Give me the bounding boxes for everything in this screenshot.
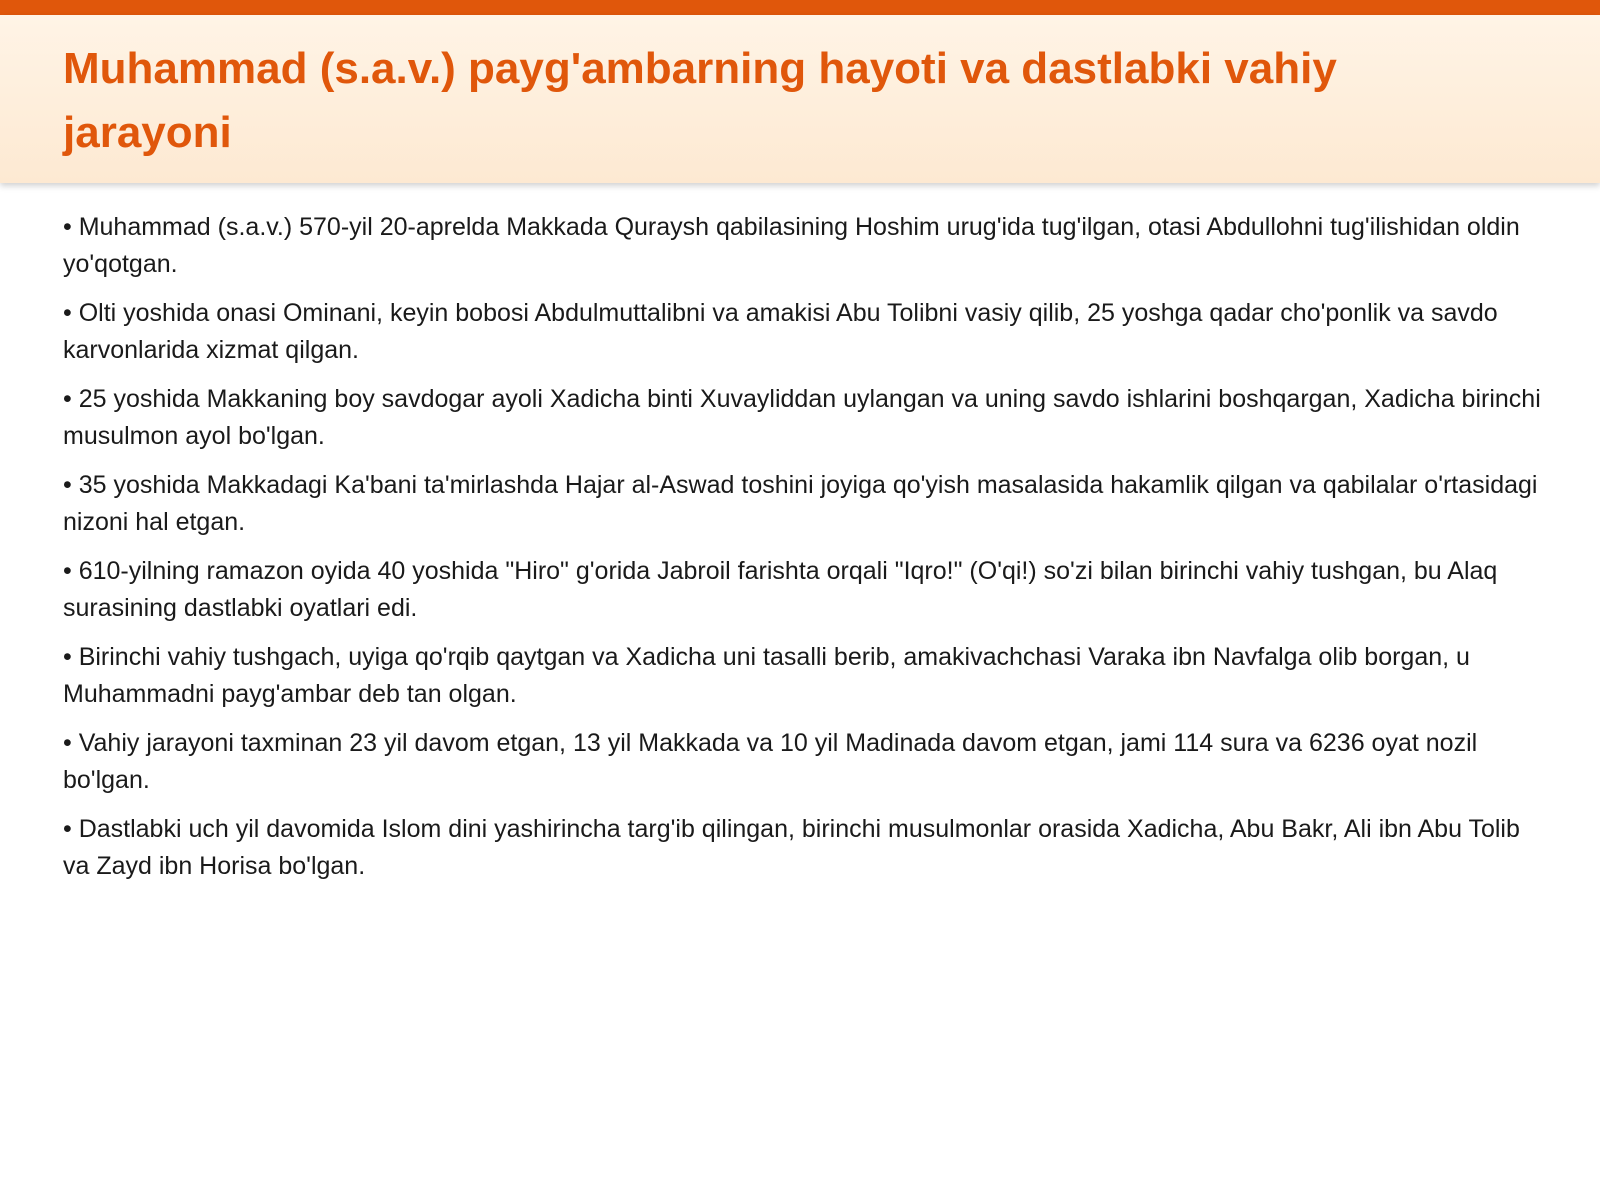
title-panel bbox=[0, 15, 1600, 183]
bullet-item: • Dastlabki uch yil davomida Islom dini yashirincha targ'ib qilingan, birinchi musulmonlar orasida Xadicha, Abu Bakr, Ali ibn Abu Tolib va Zayd ibn Horisa bo'lgan. bbox=[63, 815, 1520, 880]
slide-title: Muhammad (s.a.v.) payg'ambarning hayoti va dastlabki vahiy jarayoni bbox=[63, 44, 1337, 157]
bullet-item: • Olti yoshida onasi Ominani, keyin bobosi Abdulmuttalibni va amakisi Abu Tolibni vasiy qilib, 25 yoshga qadar cho'ponlik va savdo karvonlarida xizmat qilgan. bbox=[63, 299, 1498, 364]
top-accent-bar bbox=[0, 0, 1600, 15]
bullet-item: • 610-yilning ramazon oyida 40 yoshida "Hiro" g'orida Jabroil farishta orqali "Iqro!" (O'qi!) so'zi bilan birinchi vahiy tushgan, bu Alaq surasining dastlabki oyatlari edi. bbox=[63, 557, 1498, 622]
bullet-item: • 25 yoshida Makkaning boy savdogar ayoli Xadicha binti Xuvayliddan uylangan va uning savdo ishlarini boshqargan, Xadicha birinchi musulmon ayol bo'lgan. bbox=[63, 385, 1541, 450]
bullet-item: • 35 yoshida Makkadagi Ka'bani ta'mirlashda Hajar al-Aswad toshini joyiga qo'yish masalasida hakamlik qilgan va qabilalar o'rtasidagi nizoni hal etgan. bbox=[63, 471, 1538, 536]
bullet-list bbox=[63, 209, 1543, 897]
bullet-item: • Muhammad (s.a.v.) 570-yil 20-aprelda Makkada Quraysh qabilasining Hoshim urug'ida tug'ilgan, otasi Abdullohni tug'ilishidan oldin yo'qotgan. bbox=[63, 213, 1520, 278]
bullet-item: • Vahiy jarayoni taxminan 23 yil davom etgan, 13 yil Makkada va 10 yil Madinada davom etgan, jami 114 sura va 6236 oyat nozil bo'lgan. bbox=[63, 729, 1478, 794]
bullet-item: • Birinchi vahiy tushgach, uyiga qo'rqib qaytgan va Xadicha uni tasalli berib, amakivachchasi Varaka ibn Navfalga olib borgan, u Muhammadni payg'ambar deb tan olgan. bbox=[63, 643, 1470, 708]
